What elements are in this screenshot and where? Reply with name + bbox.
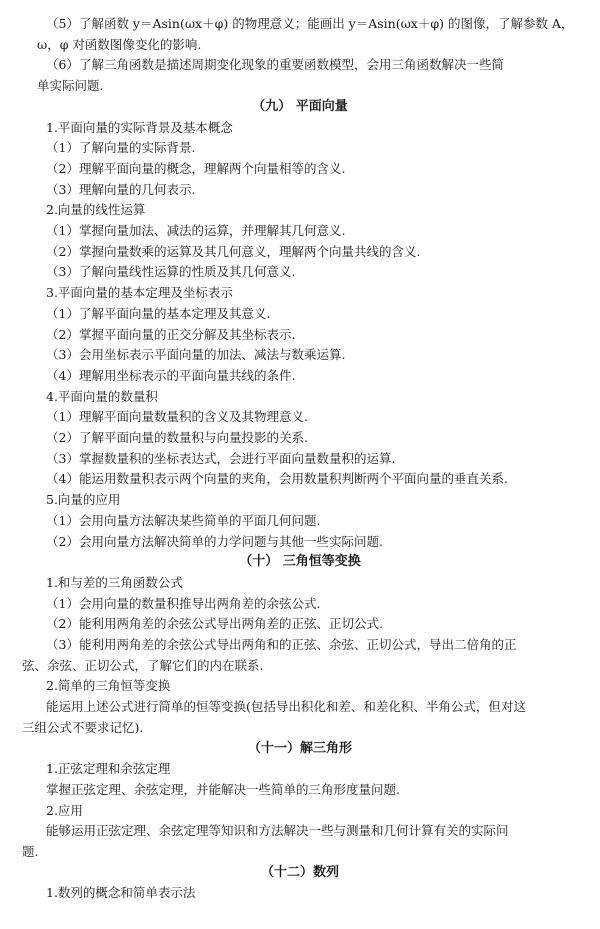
text-line: 3.平面向量的基本定理及坐标表示 — [46, 285, 233, 301]
text-line: 1.正弦定理和余弦定理 — [46, 761, 171, 777]
text-line: （2）会用向量方法解决简单的力学问题与其他一些实际问题. — [46, 533, 383, 549]
text-line: （1）掌握向量加法、减法的运算，并理解其几何意义. — [46, 223, 346, 238]
text-line: （1）理解平面向量数量积的含义及其物理意义. — [46, 409, 308, 425]
text-line: （1）会用向量的数量积推导出两角差的余弦公式. — [46, 595, 321, 611]
section-heading: （十） 三角恒等变换 — [239, 554, 361, 570]
section-heading: （十一）解三角形 — [247, 740, 352, 756]
text-line: （6）了解三角函数是描述周期变化现象的重要函数模型，会用三角函数解决一些简 — [46, 57, 504, 73]
text-line: （3）了解向量线性运算的性质及其几何意义. — [46, 264, 296, 280]
text-line: 1.和与差的三角函数公式 — [46, 574, 183, 590]
text-line: （3）会用坐标表示平面向量的加法、减法与数乘运算. — [46, 347, 346, 363]
text-line: 能够运用正弦定理、余弦定理等知识和方法解决一些与测量和几何计算有关的实际问 — [46, 823, 509, 839]
text-line: 1.数列的概念和简单表示法 — [46, 885, 196, 901]
text-line: 三组公式不要求记忆). — [22, 719, 144, 735]
text-line: 1.平面向量的实际背景及基本概念 — [46, 119, 233, 135]
section-heading: （十二）数列 — [260, 864, 339, 880]
text-line: 能运用上述公式进行简单的恒等变换(包括导出积化和差、和差化积、半角公式，但对这 — [46, 699, 526, 715]
text-line: （3）掌握数量积的坐标表达式，会进行平面向量数量积的运算. — [46, 450, 396, 466]
text-line: 2.应用 — [46, 802, 83, 818]
text-line: （3）能利用两角差的余弦公式导出两角和的正弦、余弦、正切公式，导出二倍角的正 — [46, 637, 517, 652]
text-line: （3）理解向量的几何表示. — [46, 181, 196, 197]
text-line: ω，φ 对函数图像变化的影响. — [37, 36, 202, 52]
text-line: （1）了解平面向量的基本定理及其意义. — [46, 305, 271, 321]
text-line: 掌握正弦定理、余弦定理，并能解决一些简单的三角形度量问题. — [46, 781, 400, 797]
text-line: （4）能运用数量积表示两个向量的夹角，会用数量积判断两个平面向量的垂直关系. — [46, 471, 508, 487]
text-line: 题. — [22, 844, 39, 859]
text-line: 4.平面向量的数量积 — [46, 388, 158, 404]
text-line: （2）掌握向量数乘的运算及其几何意义，理解两个向量共线的含义. — [46, 243, 421, 259]
text-line: 2.向量的线性运算 — [46, 202, 146, 218]
text-line: 5.向量的应用 — [46, 492, 121, 508]
text-line: （5）了解函数 y＝Asin(ωx＋φ) 的物理意义；能画出 y＝Asin(ωx＋φ) 的图像，了解参数 A， — [46, 16, 574, 31]
text-line: （4）理解用坐标表示的平面向量共线的条件. — [46, 367, 296, 383]
text-line: （1）会用向量方法解决某些简单的平面几何问题. — [46, 512, 321, 528]
text-line: 2.简单的三角恒等变换 — [46, 678, 171, 694]
text-line: （2）了解平面向量的数量积与向量投影的关系. — [46, 430, 308, 445]
text-line: （2）理解平面向量的概念，理解两个向量相等的含义. — [46, 160, 346, 176]
section-heading: （九） 平面向量 — [252, 98, 348, 114]
text-line: （2）掌握平面向量的正交分解及其坐标表示. — [46, 326, 296, 342]
text-line: （2）能利用两角差的余弦公式导出两角差的正弦、正切公式. — [46, 616, 383, 632]
text-line: （1）了解向量的实际背景. — [46, 140, 196, 156]
text-line: 弦、余弦、正切公式，了解它们的内在联系. — [22, 657, 264, 673]
text-line: 单实际问题. — [37, 78, 104, 94]
